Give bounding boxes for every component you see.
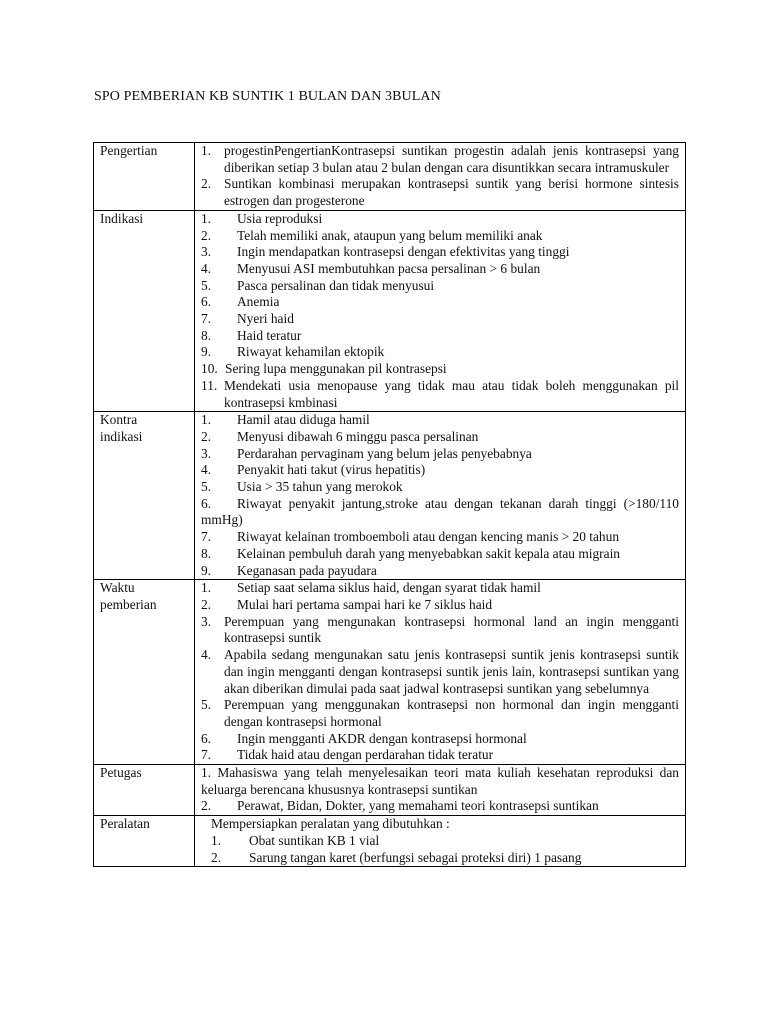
list-item-text: progestinPengertianKontrasepsi suntikan progestin adalah jenis kontrasepsi yang diberikan setiap 3 bulan atau 2 bulan dengan cara disuntikkan secara intramuskuler — [224, 143, 679, 175]
list-item — [201, 211, 679, 228]
list-item — [201, 344, 679, 361]
list-number: 7. — [201, 747, 212, 763]
list-item-text: Usia reproduksi — [237, 210, 323, 226]
list-number: 10. — [201, 361, 218, 377]
row-label-kontraindikasi — [94, 412, 195, 580]
row-content-petugas — [195, 765, 686, 816]
list-item-text: Menyusi dibawah 6 minggu pasca persalinan — [237, 428, 479, 444]
table-row-indikasi — [94, 210, 686, 411]
list-item-text: Keganasan pada payudara — [237, 562, 377, 578]
label-line: Waktu — [100, 580, 135, 596]
list-item-text: Nyeri haid — [237, 311, 294, 327]
list-number: 1. — [201, 765, 212, 781]
list-item — [201, 228, 679, 245]
row-label-peralatan: Peralatan — [94, 816, 195, 867]
list-item-text: Perempuan yang menggunakan kontrasepsi non hormonal dan ingin mengganti dengan kontrasepsi hormonal — [224, 697, 679, 729]
row-label-indikasi: Indikasi — [94, 210, 195, 411]
list-number: 4. — [201, 260, 212, 276]
row-label-petugas: Petugas — [94, 765, 195, 816]
pengertian-list — [201, 143, 679, 210]
list-item — [201, 462, 679, 479]
peralatan-list — [201, 833, 679, 866]
list-item — [201, 580, 679, 597]
table-row-peralatan — [94, 816, 686, 867]
table-row-petugas — [94, 765, 686, 816]
list-number: 6. — [201, 730, 212, 746]
list-number: 2. — [201, 798, 212, 814]
list-item — [201, 294, 679, 311]
list-number: 5. — [201, 479, 212, 495]
list-number: 3. — [201, 445, 212, 461]
list-number: 1. — [201, 580, 212, 596]
label-line: Kontra — [100, 412, 138, 428]
list-item-text: Ingin mengganti AKDR dengan kontrasepsi hormonal — [237, 730, 527, 746]
list-item — [201, 328, 679, 345]
list-item — [201, 176, 679, 209]
list-item — [201, 361, 679, 378]
list-number: 1. — [201, 412, 212, 428]
list-item-text: Kelainan pembuluh darah yang menyebabkan sakit kepala atau migrain — [237, 545, 620, 561]
list-item-text: Mulai hari pertama sampai hari ke 7 siklus haid — [237, 596, 493, 612]
list-item — [201, 429, 679, 446]
list-number: 6. — [201, 294, 212, 310]
list-item — [201, 412, 679, 429]
list-item — [201, 833, 679, 850]
list-item — [201, 311, 679, 328]
list-number: 2. — [201, 227, 212, 243]
list-item-text: Mahasiswa yang telah menyelesaikan teori mata kuliah kesehatan reproduksi dan keluarga berencana khususnya kontrasepsi suntikan — [201, 765, 679, 797]
peralatan-intro: Mempersiapkan peralatan yang dibutuhkan : — [211, 816, 450, 832]
label-line: indikasi — [100, 428, 143, 444]
list-item-text: Penyakit hati takut (virus hepatitis) — [237, 462, 426, 478]
list-number: 2. — [201, 428, 212, 444]
list-item-text: Riwayat kehamilan ektopik — [237, 344, 385, 360]
list-item-text: Riwayat kelainan tromboemboli atau dengan kencing manis > 20 tahun — [237, 529, 620, 545]
list-item-text: Pasca persalinan dan tidak menyusui — [237, 277, 435, 293]
spo-table — [93, 142, 686, 867]
list-item — [201, 378, 679, 411]
row-content-kontraindikasi — [195, 412, 686, 580]
list-number: 1. — [201, 210, 212, 226]
list-item — [201, 614, 679, 647]
list-item-text: Setiap saat selama siklus haid, dengan syarat tidak hamil — [237, 580, 541, 596]
table-row-kontraindikasi — [94, 412, 686, 580]
row-label-waktu-pemberian — [94, 580, 195, 765]
list-number: 11. — [201, 377, 218, 393]
list-item-text: Usia > 35 tahun yang merokok — [237, 479, 403, 495]
list-item — [201, 647, 679, 697]
list-item-text: Perdarahan pervaginam yang belum jelas penyebabnya — [237, 445, 532, 461]
kontraindikasi-list — [201, 412, 679, 579]
list-item — [201, 446, 679, 463]
table-row-pengertian — [94, 143, 686, 211]
row-content-peralatan — [195, 816, 686, 867]
list-number: 3. — [201, 613, 212, 629]
table-row-waktu-pemberian — [94, 580, 686, 765]
list-item-text: Sering lupa menggunakan pil kontrasepsi — [225, 361, 447, 377]
list-item — [201, 261, 679, 278]
list-number: 1. — [201, 143, 212, 158]
row-content-indikasi — [195, 210, 686, 411]
list-item-text: Sarung tangan karet (berfungsi sebagai proteksi diri) 1 pasang — [249, 849, 582, 865]
list-item — [201, 278, 679, 295]
list-item-text: Perempuan yang mengunakan kontrasepsi hormonal land an ingin mengganti kontrasepsi suntik — [224, 613, 679, 646]
list-item-text: Menyusui ASI membutuhkan pacsa persalinan > 6 bulan — [237, 260, 541, 276]
list-item — [201, 765, 679, 798]
list-item — [201, 479, 679, 496]
list-item-text: Perawat, Bidan, Dokter, yang memahami teori kontrasepsi suntikan — [237, 798, 599, 814]
list-number: 2. — [211, 849, 222, 865]
list-item — [201, 529, 679, 546]
list-item-text: Suntikan kombinasi merupakan kontrasepsi suntik yang berisi hormone sintesis estrogen dan progesterone — [224, 176, 679, 209]
list-item — [201, 798, 679, 815]
waktu-pemberian-list — [201, 580, 679, 764]
list-number: 1. — [211, 832, 222, 848]
list-number: 4. — [201, 647, 212, 663]
list-number: 5. — [201, 277, 212, 293]
list-item-text: Anemia — [237, 294, 280, 310]
list-item — [201, 496, 679, 529]
list-number: 9. — [201, 344, 212, 360]
list-number: 3. — [201, 244, 212, 260]
row-content-pengertian — [195, 143, 686, 211]
list-item — [201, 850, 679, 867]
list-item — [201, 563, 679, 580]
list-number: 2. — [201, 176, 212, 192]
list-number: 7. — [201, 529, 212, 545]
list-item-text: Apabila sedang mengunakan satu jenis kontrasepsi suntik jenis kontrasepsi suntik dan ingin mengganti dengan kontrasepsi suntik jenis lain, kontrasepsi suntikan yang akan diberikan dimulai pada saat jadwal kontrasepsi suntikan yang sebelumnya — [224, 647, 679, 696]
row-label-pengertian: Pengertian — [94, 143, 195, 211]
list-number: 5. — [201, 697, 212, 713]
list-item-text: Riwayat penyakit jantung,stroke atau dengan tekanan darah tinggi (>180/110 mmHg) — [201, 495, 679, 528]
list-item — [201, 597, 679, 614]
list-item-text: Haid teratur — [237, 327, 302, 343]
list-item — [201, 731, 679, 748]
list-item-text: Hamil atau diduga hamil — [237, 412, 370, 428]
list-number: 6. — [201, 495, 212, 511]
list-number: 8. — [201, 327, 212, 343]
list-item — [201, 747, 679, 764]
list-item-text: Tidak haid atau dengan perdarahan tidak teratur — [237, 747, 494, 763]
list-number: 4. — [201, 462, 212, 478]
row-content-waktu-pemberian — [195, 580, 686, 765]
list-item-text: Ingin mendapatkan kontrasepsi dengan efektivitas yang tinggi — [237, 244, 570, 260]
indikasi-list — [201, 211, 679, 411]
document-title: SPO PEMBERIAN KB SUNTIK 1 BULAN DAN 3BULAN — [94, 89, 441, 104]
list-item — [201, 546, 679, 563]
list-item-text: Obat suntikan KB 1 vial — [249, 832, 380, 848]
list-number: 8. — [201, 545, 212, 561]
list-number: 2. — [201, 596, 212, 612]
list-number: 7. — [201, 311, 212, 327]
list-item — [201, 143, 679, 176]
list-item — [201, 697, 679, 730]
list-item-text: Mendekati usia menopause yang tidak mau atau tidak boleh menggunakan pil kontrasepsi kmbinasi — [224, 377, 679, 410]
list-item-text: Telah memiliki anak, ataupun yang belum memiliki anak — [237, 227, 543, 243]
list-number: 9. — [201, 562, 212, 578]
list-item — [201, 244, 679, 261]
label-line: pemberian — [100, 596, 157, 612]
